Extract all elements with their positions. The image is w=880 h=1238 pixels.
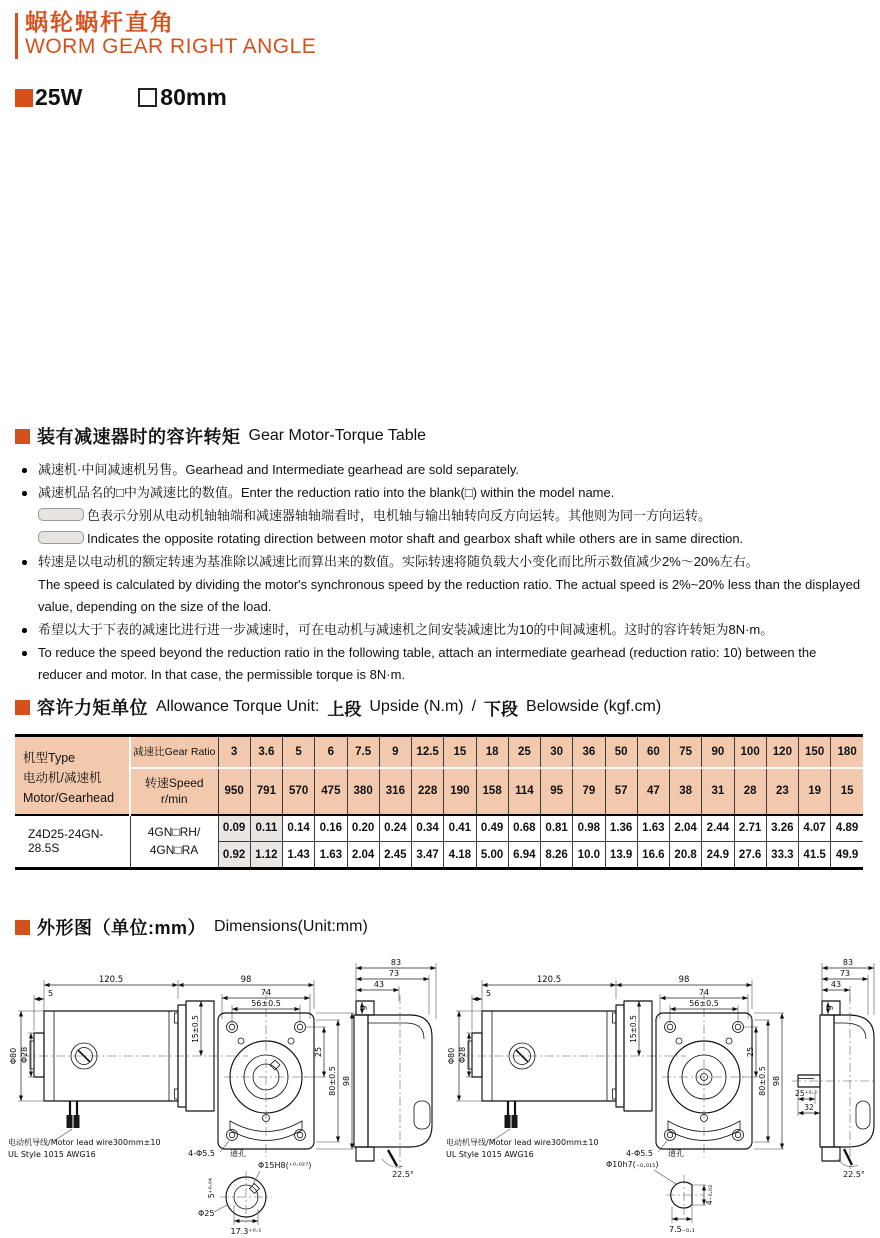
unit-upper-en: Upside (N.m) [369,698,464,715]
dim-label: Φ80 [447,1047,456,1065]
dim-label: 98 [678,975,690,985]
torque-kgfcm-value: 1.43 [283,842,315,869]
speed-value: 15 [831,768,863,815]
bullet-dot-icon [22,491,27,496]
torque-nm-value: 4.89 [831,815,863,842]
key-label: 5⁺⁰·⁰⁴ [207,1177,216,1199]
torque-kgfcm-value: 49.9 [831,842,863,869]
torque-nm-value: 4.07 [799,815,831,842]
dim-label: 80±0.5 [758,1066,767,1096]
torque-kgfcm-value: 27.6 [734,842,766,869]
dim-label: 73 [388,969,400,978]
unit-slash: / [471,698,477,715]
unit-title-en: Allowance Torque Unit: [156,698,320,715]
torque-kgfcm-value: 41.5 [799,842,831,869]
width-label: 17.3⁺⁰·¹ [230,1227,262,1236]
shaft-len-label: 25⁺⁰·² [795,1089,817,1098]
gear-ratio-value: 3 [218,736,250,768]
speed-value: 950 [218,768,250,815]
gear-ratio-value: 9 [379,736,411,768]
gear-ratio-value: 120 [766,736,798,768]
dim-label: Φ28 [458,1046,467,1064]
note-item [15,642,863,686]
gearhead-line2: 4GN□RA [149,843,199,858]
torque-nm-value: 2.04 [670,815,702,842]
dim-label: 98 [342,1075,351,1087]
note-text: Indicates the opposite rotating direction between motor shaft and gearbox shaft while others are in same direction. [87,531,744,546]
torque-kgfcm-value: 20.8 [670,842,702,869]
speed-value: 23 [766,768,798,815]
dim-label: 83 [842,958,854,967]
unit-upper-cn: 上段 [327,699,362,719]
dim-label: Φ28 [20,1046,29,1064]
shaft-full-label: 32 [804,1103,814,1112]
gear-ratio-value: 25 [508,736,540,768]
dim-label: 25 [314,1046,323,1058]
dim-label: 73 [839,969,851,978]
torque-nm-row [15,815,863,842]
torque-kgfcm-value: 8.26 [541,842,573,869]
note-item [15,551,863,573]
unit-lower-en: Belowside (kgf.cm) [526,698,662,715]
frame-size: 80mm [160,84,227,110]
direction-swatch [38,531,84,544]
speed-value: 95 [541,768,573,815]
right-view [354,958,436,1179]
torque-kgfcm-value: 2.04 [347,842,379,869]
lead-wire-note2: UL Style 1015 AWG16 [446,1150,534,1159]
gear-ratio-value: 90 [702,736,734,768]
speed-label-cell [130,768,218,815]
model-cell: Z4D25-24GN-28.5S [15,815,130,869]
speed-value: 380 [347,768,379,815]
dim-title-en: Dimensions(Unit:mm) [214,918,368,935]
dim-title-cn: 外形图（单位:mm） [37,918,207,938]
gear-ratio-value: 100 [734,736,766,768]
direction-swatch [38,508,84,521]
gear-ratio-value: 60 [637,736,669,768]
torque-table [15,734,863,870]
gear-ratio-label: 减速比Gear Ratio [130,736,218,768]
speed-value: 38 [670,768,702,815]
size-row [15,84,227,111]
torque-nm-value: 1.36 [605,815,637,842]
front-view [626,988,784,1158]
note-text: 减速机·中间减速机另售。Gearhead and Intermediate gearhead are sold separately. [38,462,519,477]
type-header-cell [15,736,130,815]
torque-table-wrap [15,734,863,870]
speed-row [15,768,863,815]
speed-value: 114 [508,768,540,815]
note-item [15,505,863,527]
torque-kgfcm-value: 1.12 [250,842,282,869]
speed-value: 316 [379,768,411,815]
torque-kgfcm-value: 24.9 [702,842,734,869]
dim-label: 25 [746,1046,755,1058]
hub-label: Φ25 [198,1209,215,1218]
dim-label: 5 [486,989,492,998]
gear-ratio-value: 36 [573,736,605,768]
frame-size-group [138,84,226,111]
dim-label: 56±0.5 [251,999,281,1008]
shaft-detail [606,1160,714,1234]
torque-nm-value: 2.44 [702,815,734,842]
note-item [15,482,863,504]
note-text: 转速是以电动机的额定转速为基准除以减速比而算出来的数值。实际转速将随负载大小变化而比所示数值减少2%～20%左右。 [38,554,759,569]
bullet-dot-icon [22,651,27,656]
gear-ratio-value: 6 [315,736,347,768]
shaft-detail [198,1161,311,1236]
speed-value: 31 [702,768,734,815]
power-rating: 25W [35,84,83,110]
lead-wire-note: 电动机导线/Motor lead wire300mm±10 [446,1138,599,1147]
title-accent-bar [15,13,18,59]
speed-label-line1: 转速Speed [144,775,204,790]
unit-lower-cn: 下段 [484,699,519,719]
title-block [15,10,316,59]
torque-kgfcm-value: 16.6 [637,842,669,869]
torque-nm-value: 0.49 [476,815,508,842]
dim-label: 15±0.5 [191,1015,200,1043]
gear-ratio-value: 180 [831,736,863,768]
flat-label: 4₋₀.₀₃ [705,1184,714,1206]
type-header-line3: Motor/Gearhead [23,790,115,805]
torque-kgfcm-value: 33.3 [766,842,798,869]
torque-nm-value: 1.63 [637,815,669,842]
torque-nm-value: 0.68 [508,815,540,842]
speed-value: 475 [315,768,347,815]
gear-ratio-value: 150 [799,736,831,768]
torque-nm-value: 0.20 [347,815,379,842]
torque-kgfcm-value: 5.00 [476,842,508,869]
note-text: 希望以大于下表的减速比进行进一步减速时，可在电动机与减速机之间安装减速比为10的中间减速机。这时的容许转矩为8N·m。 [38,622,774,637]
dimension-drawing-right [446,953,876,1238]
type-header-line1: 机型Type [23,750,76,765]
dim-label: 83 [390,958,402,967]
speed-value: 28 [734,768,766,815]
gearhead-cell [130,815,218,869]
right-view [792,958,876,1179]
gear-ratio-value: 30 [541,736,573,768]
dim-label: 98 [772,1075,781,1087]
speed-value: 57 [605,768,637,815]
dim-label: 56±0.5 [689,999,719,1008]
torque-kgfcm-value: 6.94 [508,842,540,869]
torque-nm-value: 0.09 [218,815,250,842]
torque-nm-value: 0.98 [573,815,605,842]
torque-kgfcm-value: 1.63 [315,842,347,869]
through-hole-label: 通孔 [668,1149,684,1158]
mounting-holes-label: 4-Φ5.5 [626,1149,653,1158]
dim-label: Φ80 [9,1047,18,1065]
note-text: The speed is calculated by dividing the motor's synchronous speed by the reduction ratio. The actual speed is 2%~20% less than the displayed value, depending on the size of the load. [38,577,861,614]
torque-nm-value: 0.24 [379,815,411,842]
speed-label-line2: r/min [160,792,188,806]
torque-kgfcm-value: 13.9 [605,842,637,869]
dim-label: 43 [373,980,385,989]
speed-value: 228 [412,768,444,815]
dim-label: 74 [260,988,272,997]
torque-nm-value: 0.81 [541,815,573,842]
flat-width-label: 7.5₋₀.₁ [669,1225,695,1234]
speed-value: 158 [476,768,508,815]
torque-nm-value: 0.14 [283,815,315,842]
gear-ratio-row [15,736,863,768]
note-item [15,574,863,618]
dim-label: 98 [240,975,252,985]
dim-label: 43 [830,980,842,989]
torque-kgfcm-value: 2.45 [379,842,411,869]
note-item [15,459,863,481]
filled-square-icon [15,89,33,107]
speed-value: 791 [250,768,282,815]
notes-list [15,459,863,687]
mounting-holes-label: 4-Φ5.5 [188,1149,215,1158]
torque-nm-value: 0.34 [412,815,444,842]
dim-label: 120.5 [536,975,562,985]
gear-ratio-value: 12.5 [412,736,444,768]
outline-square-icon [138,88,157,107]
through-hole-label: 通孔 [230,1149,246,1158]
gear-ratio-value: 18 [476,736,508,768]
dim-label: 120.5 [98,975,124,985]
section-title-en: Gear Motor-Torque Table [248,427,427,444]
lead-wire-note: 电动机导线/Motor lead wire300mm±10 [8,1138,161,1147]
speed-value: 47 [637,768,669,815]
gear-ratio-value: 5 [283,736,315,768]
page-title-en: WORM GEAR RIGHT ANGLE [25,35,317,59]
dimension-drawing-left [8,953,438,1238]
dim-label: 80±0.5 [328,1066,337,1096]
note-text: 减速机品名的□中为减速比的数值。Enter the reduction ratio into the blank(□) within the model name. [38,485,615,500]
torque-kgfcm-value: 4.18 [444,842,476,869]
type-header-line2: 电动机/减速机 [23,770,102,785]
torque-nm-value: 3.26 [766,815,798,842]
section-allowance-torque-unit [15,694,661,720]
unit-title-cn: 容许力矩单位 [37,698,148,718]
section-title-cn: 装有减速器时的容许转矩 [37,427,241,447]
torque-nm-value: 2.71 [734,815,766,842]
bore-label: Φ15H8(⁺⁰·⁰²⁷) [258,1161,312,1170]
bullet-dot-icon [22,628,27,633]
note-text: To reduce the speed beyond the reduction ratio in the following table, attach an intermediate gearhead (reduction ratio: 10) between the reducer and motor. In that case, the permissible torque is 8N·m. [38,645,817,682]
torque-nm-value: 0.16 [315,815,347,842]
flange-plate-side [354,1015,368,1147]
gear-ratio-value: 50 [605,736,637,768]
torque-nm-value: 0.41 [444,815,476,842]
angle-label: 22.5° [843,1170,865,1179]
note-item [15,528,863,550]
speed-value: 190 [444,768,476,815]
dim-label: 5 [48,989,54,998]
section-square-icon [15,920,30,935]
torque-kgfcm-value: 3.47 [412,842,444,869]
speed-value: 79 [573,768,605,815]
dim-label: 9 [360,1005,369,1011]
section-square-icon [15,429,30,444]
torque-kgfcm-value: 10.0 [573,842,605,869]
gear-ratio-value: 15 [444,736,476,768]
speed-value: 570 [283,768,315,815]
section-gear-motor-torque [15,423,426,449]
shaft-dia-label: Φ10h7(₋₀.₀₁₅) [606,1160,659,1169]
gear-ratio-value: 7.5 [347,736,379,768]
page-title-cn: 蜗轮蜗杆直角 [25,9,175,35]
lead-wire-note2: UL Style 1015 AWG16 [8,1150,96,1159]
section-square-icon [15,700,30,715]
torque-kgfcm-value: 0.92 [218,842,250,869]
bullet-dot-icon [22,560,27,565]
dim-label: 15±0.5 [629,1015,638,1043]
torque-nm-value: 0.11 [250,815,282,842]
front-view [188,988,354,1158]
section-dimensions [15,914,368,940]
note-text: 色表示分别从电动机轴轴端和减速器轴轴端看时，电机轴与输出轴转向反方向运转。其他则为同一方向运转。 [87,508,712,523]
dim-label: 9 [826,1005,835,1011]
dim-label: 74 [698,988,710,997]
angle-label: 22.5° [392,1170,414,1179]
bullet-dot-icon [22,468,27,473]
gear-ratio-value: 3.6 [250,736,282,768]
gear-ratio-value: 75 [670,736,702,768]
speed-value: 19 [799,768,831,815]
gearhead-line1: 4GN□RH/ [147,825,201,840]
note-item [15,619,863,641]
